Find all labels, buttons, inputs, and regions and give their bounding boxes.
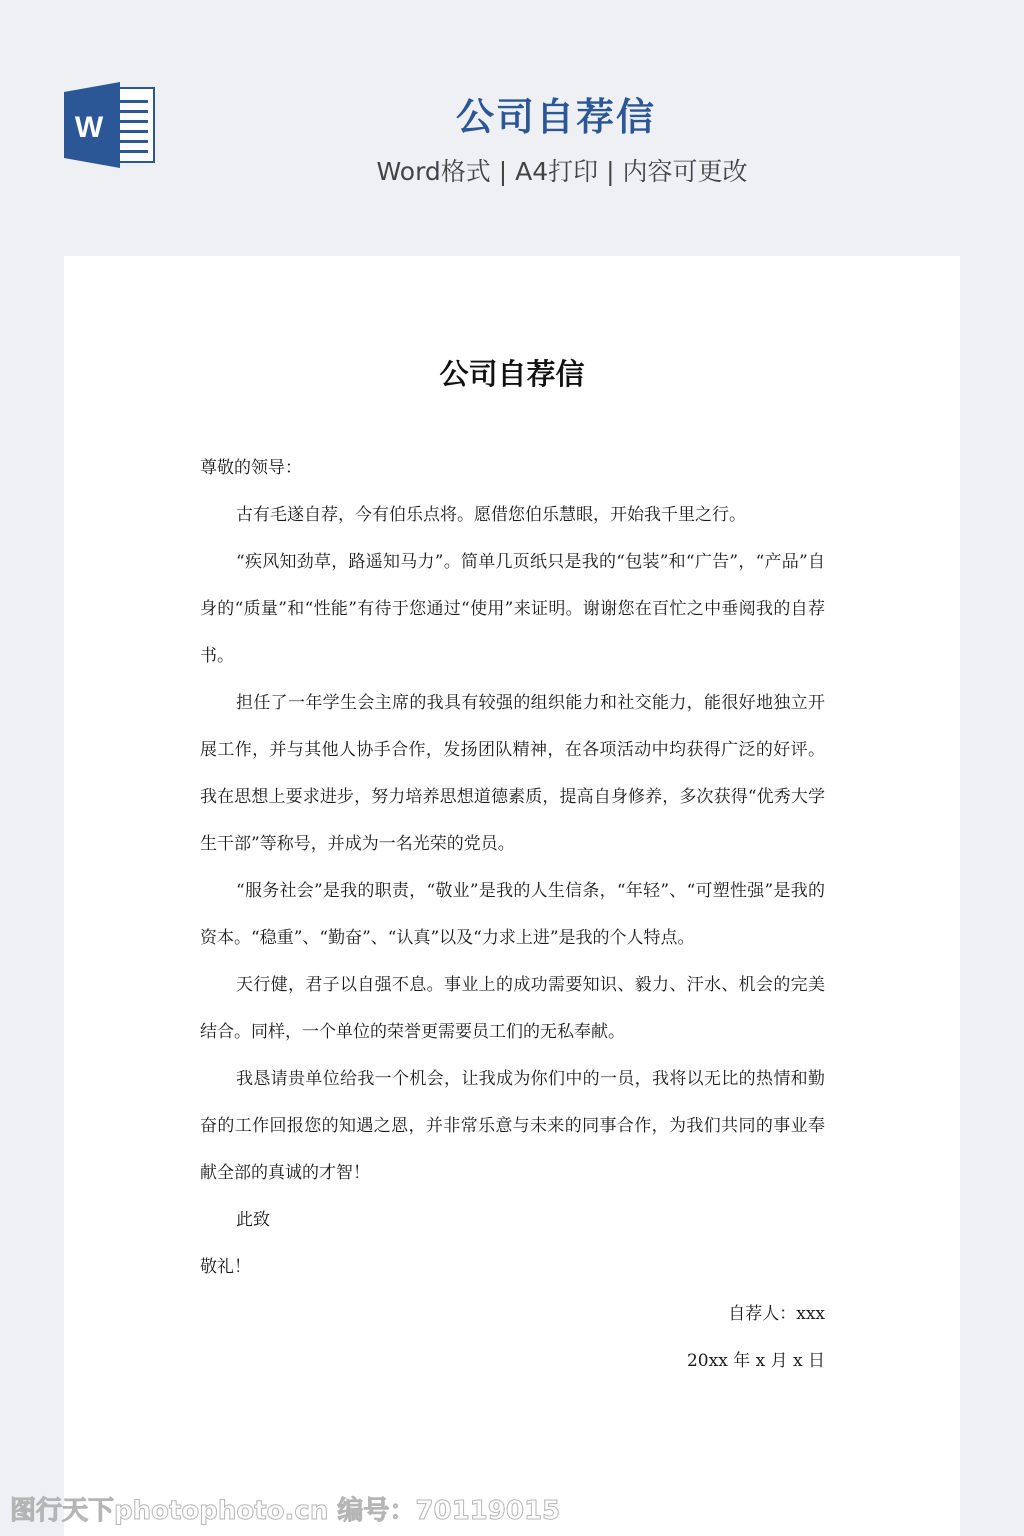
- watermark-text: 图行天下photophoto.cn 编号：70119015: [10, 1496, 561, 1526]
- closing-1: 此致: [236, 1210, 270, 1230]
- document-page: [64, 256, 960, 1536]
- salutation: 尊敬的领导：: [200, 458, 302, 478]
- word-icon-letter: W: [74, 111, 104, 144]
- document-body: [200, 445, 825, 1385]
- paragraph-4: “服务社会”是我的职责，“敬业”是我的人生信条，“年轻”、“可塑性强”是我的资本。“稳重”、“勤奋”、“认真”以及“力求上进”是我的个人特点。: [200, 881, 825, 948]
- signature: 自荐人：xxx: [728, 1304, 825, 1324]
- header-title: 公司自荐信: [455, 95, 656, 139]
- paragraph-1: 古有毛遂自荐，今有伯乐点将。愿借您伯乐慧眼，开始我千里之行。: [236, 505, 746, 525]
- paragraph-3: 担任了一年学生会主席的我具有较强的组织能力和社交能力，能很好地独立开展工作，并与其他人协手合作，发扬团队精神，在各项活动中均获得广泛的好评。我在思想上要求进步，努力培养思想道德素质，提高自身修养，多次获得“优秀大学生干部”等称号，并成为一名光荣的党员。: [200, 693, 825, 854]
- header-subtitle: Word格式 | A4打印 | 内容可更改: [376, 157, 748, 186]
- closing-2: 敬礼！: [200, 1257, 251, 1277]
- document-title: 公司自荐信: [439, 357, 585, 391]
- paragraph-5: 天行健，君子以自强不息。事业上的成功需要知识、毅力、汗水、机会的完美结合。同样，一个单位的荣誉更需要员工们的无私奉献。: [200, 975, 825, 1042]
- date: 20xx 年 x 月 x 日: [686, 1351, 825, 1371]
- template-header: [0, 0, 1024, 250]
- paragraph-2: “疾风知劲草，路遥知马力”。简单几页纸只是我的“包装”和“广告”，“产品”自身的“质量”和“性能”有待于您通过“使用”来证明。谢谢您在百忙之中垂阅我的自荐书。: [200, 552, 825, 666]
- paragraph-6: 我恳请贵单位给我一个机会，让我成为你们中的一员，我将以无比的热情和勤奋的工作回报您的知遇之恩，并非常乐意与未来的同事合作，为我们共同的事业奉献全部的真诚的才智！: [200, 1069, 825, 1183]
